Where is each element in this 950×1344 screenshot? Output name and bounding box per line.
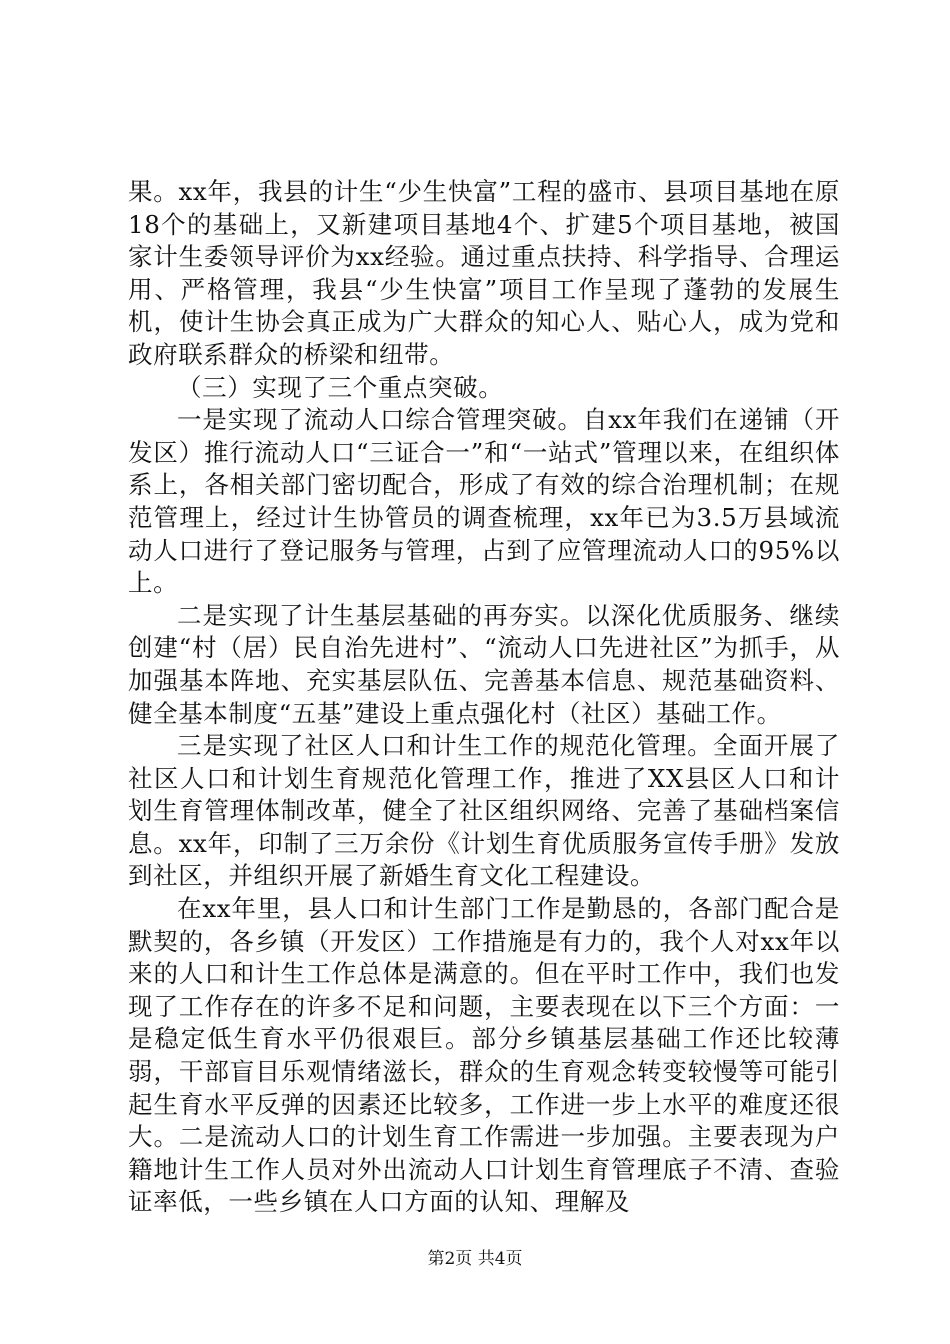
paragraph-breakthrough-3: 三是实现了社区人口和计生工作的规范化管理。全面开展了社区人口和计划生育规范化管理工作，推进了XX县区人口和计划生育管理体制改革，健全了社区组织网络、完善了基础档案信息。xx年，印制了三万余份《计划生育优质服务宣传手册》发放到社区，并组织开展了新婚生育文化工程建设。 [128,731,840,891]
document-body [128,176,840,1219]
page-number-footer: 第2页 共4页 [427,1249,523,1269]
paragraph-breakthrough-1: 一是实现了流动人口综合管理突破。自xx年我们在递铺（开发区）推行流动人口“三证合一”和“一站式”管理以来，在组织体系上，各相关部门密切配合，形成了有效的综合治理机制；在规范管理上，经过计生协管员的调查梳理，xx年已为3.5万县域流动人口进行了登记服务与管理，占到了应管理流动人口的95%以上。 [128,405,840,598]
paragraph-continuation: 果。xx年，我县的计生“少生快富”工程的盛市、县项目基地在原18个的基础上，又新建项目基地4个、扩建5个项目基地，被国家计生委领导评价为xx经验。通过重点扶持、科学指导、合理运用、严格管理，我县“少生快富”项目工作呈现了蓬勃的发展生机，使计生协会真正成为广大群众的知心人、贴心人，成为党和政府联系群众的桥梁和纽带。 [128,177,840,369]
section-heading: （三）实现了三个重点突破。 [177,372,504,402]
paragraph-summary: 在xx年里，县人口和计生部门工作是勤恳的，各部门配合是默契的，各乡镇（开发区）工作措施是有力的，我个人对xx年以来的人口和计生工作总体是满意的。但在平时工作中，我们也发现了工作存在的许多不足和问题，主要表现在以下三个方面：一是稳定低生育水平仍很艰巨。部分乡镇基层基础工作还比较薄弱，干部盲目乐观情绪滋长，群众的生育观念转变较慢等可能引起生育水平反弹的因素还比较多，工作进一步上水平的难度还很大。二是流动人口的计划生育工作需进一步加强。主要表现为户籍地计生工作人员对外出流动人口计划生育管理底子不清、查验证率低，一些乡镇在人口方面的认知、理解及 [128,894,840,1217]
paragraph-breakthrough-2: 二是实现了计生基层基础的再夯实。以深化优质服务、继续创建“村（居）民自治先进村”、“流动人口先进社区”为抓手，从加强基本阵地、充实基层队伍、完善基本信息、规范基础资料、健全基本制度“五基”建设上重点强化村（社区）基础工作。 [128,600,840,728]
